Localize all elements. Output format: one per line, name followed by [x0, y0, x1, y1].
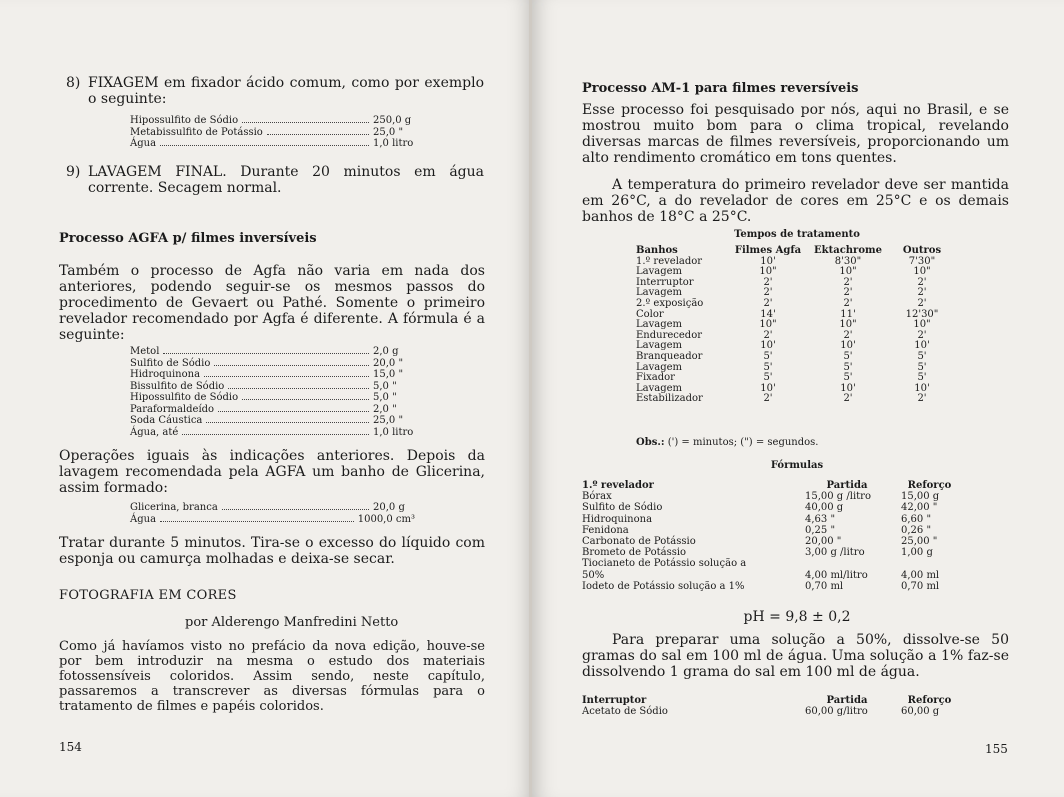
formula-row [582, 581, 962, 592]
page-number-left: 154 [59, 740, 82, 754]
formula-reforco: 42,00 " [901, 502, 938, 514]
formula-header-cell: Partida [826, 695, 868, 706]
ingredient-name: Metol [130, 346, 160, 357]
section-title: FOTOGRAFIA EM CORES [59, 588, 237, 603]
tempos-time: 5' [763, 372, 773, 384]
step-9-text: LAVAGEM FINAL. Durante 20 minutos em água corrente. Secagem normal. [88, 164, 484, 196]
formula-partida: 15,00 g /litro [805, 491, 871, 503]
formula-reforco: 1,00 g [901, 547, 933, 559]
tempos-bath-name: Lavagem [636, 287, 683, 299]
tempos-time: 2' [843, 393, 853, 405]
formula-reforco: 0,26 " [901, 524, 932, 536]
tempos-row [636, 310, 956, 321]
formula-partida: 4,63 " [805, 513, 836, 525]
tempos-time: 5' [763, 361, 773, 373]
formulas-title: Fórmulas [770, 460, 824, 471]
tempos-row [636, 299, 956, 310]
right-page [532, 0, 1064, 797]
tempos-row [636, 257, 956, 268]
tempos-time: 2' [763, 276, 773, 288]
tempos-time: 5' [843, 361, 853, 373]
tempos-row [636, 363, 956, 374]
recipe-row [130, 381, 415, 393]
formula-ingredient: Carbonato de Potássio [582, 536, 696, 548]
obs-text: (') = minutos; (") = segundos. [667, 437, 819, 448]
tempos-time: 10" [913, 319, 931, 331]
tempos-time: 5' [917, 350, 927, 362]
dot-leader [242, 399, 369, 400]
formula-ingredient: Sulfito de Sódio [582, 502, 663, 514]
ingredient-quantity: 1,0 litro [373, 426, 414, 438]
tempos-time: 10" [913, 266, 931, 278]
recipe-row [130, 127, 415, 139]
agfa-paragraph: Também o processo de Agfa não varia em nada dos anteriores, podendo seguir-se os mesmos passos do procedimento de Gevaert ou Pathé. Somente o primeiro revelador recomendado por Agfa é diferente. A fórmula é a seguinte: [59, 263, 485, 343]
recipe-row [130, 358, 415, 370]
formula-ingredient: Fenidona [582, 524, 629, 536]
formula-reforco: 6,60 " [901, 513, 932, 525]
tempos-time: 10' [760, 340, 776, 352]
formula-partida: 60,00 g/litro [805, 706, 868, 718]
tempos-table [636, 246, 956, 405]
tempos-time: 10" [759, 319, 777, 331]
tempos-time: 8'30" [834, 255, 862, 267]
formula-header-cell: 1.º revelador [582, 480, 654, 491]
tempos-time: 2' [917, 287, 927, 299]
ingredient-name: Metabissulfito de Potássio [130, 126, 263, 138]
tempos-bath-name: Lavagem [636, 319, 683, 331]
tempos-row [636, 278, 956, 289]
formula-row [582, 525, 962, 536]
recipe-row [130, 514, 415, 526]
formula-row [582, 558, 962, 569]
ingredient-name: Glicerina, branca [130, 502, 218, 513]
formula-header-cell: Interruptor [582, 695, 647, 706]
tempos-time: 11' [840, 308, 856, 320]
tempos-time: 10' [840, 382, 856, 394]
formula-interruptor-header [582, 695, 962, 706]
tratar-paragraph: Tratar durante 5 minutos. Tira-se o excesso do líquido com esponja ou camurça molhadas e deixa-se secar. [59, 535, 485, 567]
formula-row [582, 502, 962, 513]
ingredient-quantity: 20,0 " [373, 357, 404, 369]
tempos-time: 2' [763, 287, 773, 299]
tempos-bath-name: Interruptor [636, 276, 694, 288]
ingredient-name: Água [130, 513, 157, 525]
tempos-title: Tempos de tratamento [734, 229, 860, 240]
recipe-row [130, 369, 415, 381]
recipe-row [130, 392, 415, 404]
formula-row [582, 491, 962, 502]
dot-leader [160, 145, 369, 146]
tempos-time: 14' [760, 308, 776, 320]
step-8-number: 8) [66, 75, 81, 91]
tempos-bath-name: Lavagem [636, 361, 683, 373]
formula-partida: 0,25 " [805, 524, 836, 536]
formula-ingredient: Acetato de Sódio [582, 706, 668, 718]
tempos-time: 2' [843, 287, 853, 299]
am1-paragraph-1: Esse processo foi pesquisado por nós, aqui no Brasil, e se mostrou muito bom para o clima tropical, revelando diversas marcas de filmes reversíveis, proporcionando um alto rendimento cromático em tons quentes. [582, 102, 1009, 166]
agfa-heading: Processo AGFA p/ filmes inversíveis [59, 231, 317, 246]
dot-leader [182, 434, 369, 435]
step-8-text: FIXAGEM em fixador ácido comum, como por exemplo o seguinte: [88, 75, 484, 107]
tempos-time: 10' [760, 255, 776, 267]
ingredient-name: Paraformaldeído [130, 403, 215, 415]
tempos-time: 10" [839, 266, 857, 278]
ingredient-quantity: 5,0 " [373, 392, 397, 403]
tempos-time: 2' [763, 297, 773, 309]
formula-ingredient: Hidroquinona [582, 513, 653, 525]
ingredient-quantity: 1000,0 cm³ [357, 513, 415, 525]
obs-label: Obs.: [636, 437, 665, 448]
recipe-row [130, 404, 415, 416]
tempos-time: 2' [917, 393, 927, 405]
tempos-time: 5' [843, 372, 853, 384]
recipe-row [130, 138, 415, 150]
tempos-time: 7'30" [908, 255, 936, 267]
formula-partida: 40,00 g [805, 502, 844, 514]
recipe-glicerina [130, 502, 415, 525]
ingredient-quantity: 2,0 g [373, 346, 399, 357]
formula-reforco: 25,00 " [901, 536, 938, 548]
tempos-time: 10' [760, 382, 776, 394]
tempos-bath-name: Fixador [636, 372, 675, 384]
formula-ingredient: Tiocianeto de Potássio solução a [582, 558, 747, 570]
tempos-header-cell: Outros [902, 245, 942, 256]
ingredient-quantity: 250,0 g [373, 115, 412, 126]
dot-leader [214, 365, 369, 366]
formula-reforco: 4,00 ml [901, 569, 940, 581]
recipe-fixador [130, 115, 415, 150]
tempos-bath-name: Endurecedor [636, 329, 703, 341]
ingredient-name: Soda Cáustica [130, 415, 203, 426]
tempos-bath-name: Lavagem [636, 382, 683, 394]
formula-row [582, 706, 962, 717]
tempos-time: 2' [763, 329, 773, 341]
formula-ingredient: 50% [582, 569, 605, 581]
tempos-time: 2' [843, 276, 853, 288]
formula-row [582, 570, 962, 581]
tempos-time: 5' [763, 350, 773, 362]
dot-leader [228, 388, 369, 389]
step-8 [66, 75, 484, 107]
tempos-time: 5' [843, 350, 853, 362]
formula-row [582, 514, 962, 525]
tempos-row [636, 373, 956, 384]
intro-paragraph: Como já havíamos visto no prefácio da nova edição, houve-se por bem introduzir na mesma o estudo dos materiais fotossensíveis coloridos. Assim sendo, neste capítulo, passaremos a transcrever as diversas fórmulas para o tratamento de filmes e papéis coloridos. [59, 639, 485, 714]
tempos-time: 10' [914, 382, 930, 394]
recipe-revelador [130, 346, 415, 438]
tempos-bath-name: Branqueador [636, 350, 703, 362]
tempos-time: 10' [840, 340, 856, 352]
formula-interruptor-table [582, 695, 962, 717]
tempos-header-row [636, 246, 956, 257]
recipe-row [130, 427, 415, 439]
formula-header-cell: Reforço [907, 695, 952, 706]
formula-revelador-header [582, 480, 962, 491]
author-line: por Alderengo Manfredini Netto [185, 615, 399, 630]
ingredient-name: Hipossulfito de Sódio [130, 392, 239, 403]
ph-line: pH = 9,8 ± 0,2 [743, 609, 851, 625]
formula-revelador-table [582, 480, 962, 592]
formula-header-cell: Partida [826, 480, 868, 491]
tempos-time: 2' [843, 297, 853, 309]
obs-note [636, 437, 956, 449]
page-number-right: 155 [985, 742, 1008, 756]
tempos-bath-name: Lavagem [636, 266, 683, 278]
formula-partida: 4,00 ml/litro [805, 569, 868, 581]
tempos-row [636, 352, 956, 363]
dot-leader [163, 353, 369, 354]
ingredient-name: Água [130, 138, 157, 149]
formula-partida: 0,70 ml [805, 580, 844, 592]
formula-reforco: 0,70 ml [901, 580, 940, 592]
dot-leader [267, 134, 369, 135]
formula-row [582, 547, 962, 558]
tempos-bath-name: Color [636, 308, 664, 320]
formula-reforco: 60,00 g [901, 706, 940, 718]
formula-row [582, 536, 962, 547]
tempos-time: 12'30" [905, 308, 939, 320]
tempos-header-cell: Banhos [636, 245, 678, 256]
ingredient-name: Sulfito de Sódio [130, 357, 211, 369]
ingredient-quantity: 20,0 g [373, 502, 405, 513]
tempos-header-cell: Ektachrome [814, 245, 882, 256]
recipe-row [130, 415, 415, 427]
recipe-row [130, 346, 415, 358]
ingredient-name: Hipossulfito de Sódio [130, 115, 239, 126]
dot-leader [206, 422, 369, 423]
tempos-bath-name: 2.º exposição [636, 297, 704, 309]
tempos-time: 10' [914, 340, 930, 352]
tempos-time: 2' [843, 329, 853, 341]
tempos-time: 2' [917, 276, 927, 288]
tempos-time: 2' [763, 393, 773, 405]
am1-paragraph-2: A temperatura do primeiro revelador deve ser mantida em 26°C, a do revelador de cores em 25°C e os demais banhos de 18°C a 25°C. [582, 177, 1009, 225]
step-9 [66, 164, 484, 196]
tempos-bath-name: Lavagem [636, 340, 683, 352]
formula-partida: 3,00 g /litro [805, 547, 865, 559]
ingredient-quantity: 25,0 " [373, 126, 404, 138]
tempos-time: 5' [917, 372, 927, 384]
formula-ingredient: Brometo de Potássio [582, 547, 687, 559]
formula-reforco [897, 558, 962, 569]
ingredient-name: Hidroquinona [130, 369, 201, 380]
tempos-time: 10" [759, 266, 777, 278]
dot-leader [242, 122, 369, 123]
tempos-time: 10" [839, 319, 857, 331]
dot-leader [222, 509, 369, 510]
ingredient-name: Água, até [130, 426, 179, 438]
tempos-header-cell: Filmes Agfa [734, 245, 802, 256]
tempos-bath-name: Estabilizador [636, 393, 703, 405]
tempos-row [636, 331, 956, 342]
ingredient-quantity: 25,0 " [373, 415, 404, 426]
dot-leader [218, 411, 369, 412]
formula-ingredient: Bórax [582, 491, 612, 503]
dot-leader [160, 521, 354, 522]
tempos-row [636, 394, 956, 405]
formula-header-cell: Reforço [907, 480, 952, 491]
am1-heading: Processo AM-1 para filmes reversíveis [582, 81, 859, 96]
ingredient-quantity: 15,0 " [373, 369, 404, 380]
ingredient-name: Bissulfito de Sódio [130, 380, 225, 392]
ingredient-quantity: 5,0 " [373, 380, 397, 392]
ingredient-quantity: 1,0 litro [373, 138, 414, 149]
tempos-time: 2' [917, 297, 927, 309]
step-9-number: 9) [66, 164, 81, 180]
formula-partida: 20,00 " [805, 536, 842, 548]
formula-partida [797, 558, 897, 569]
tempos-time: 5' [917, 361, 927, 373]
formula-reforco: 15,00 g [901, 491, 940, 503]
recipe-row [130, 115, 415, 127]
dot-leader [204, 376, 369, 377]
tempos-bath-name: 1.º revelador [636, 255, 703, 267]
tempos-time: 2' [917, 329, 927, 341]
recipe-row [130, 502, 415, 514]
solucao-paragraph: Para preparar uma solução a 50%, dissolve-se 50 gramas do sal em 100 ml de água. Uma solução a 1% faz-se dissolvendo 1 grama do sal em 100 ml de água. [582, 632, 1009, 680]
glicerina-paragraph: Operações iguais às indicações anteriores. Depois da lavagem recomendada pela AGFA um banho de Glicerina, assim formado: [59, 448, 485, 496]
formula-ingredient: Iodeto de Potássio solução a 1% [582, 580, 745, 592]
ingredient-quantity: 2,0 " [373, 403, 397, 415]
